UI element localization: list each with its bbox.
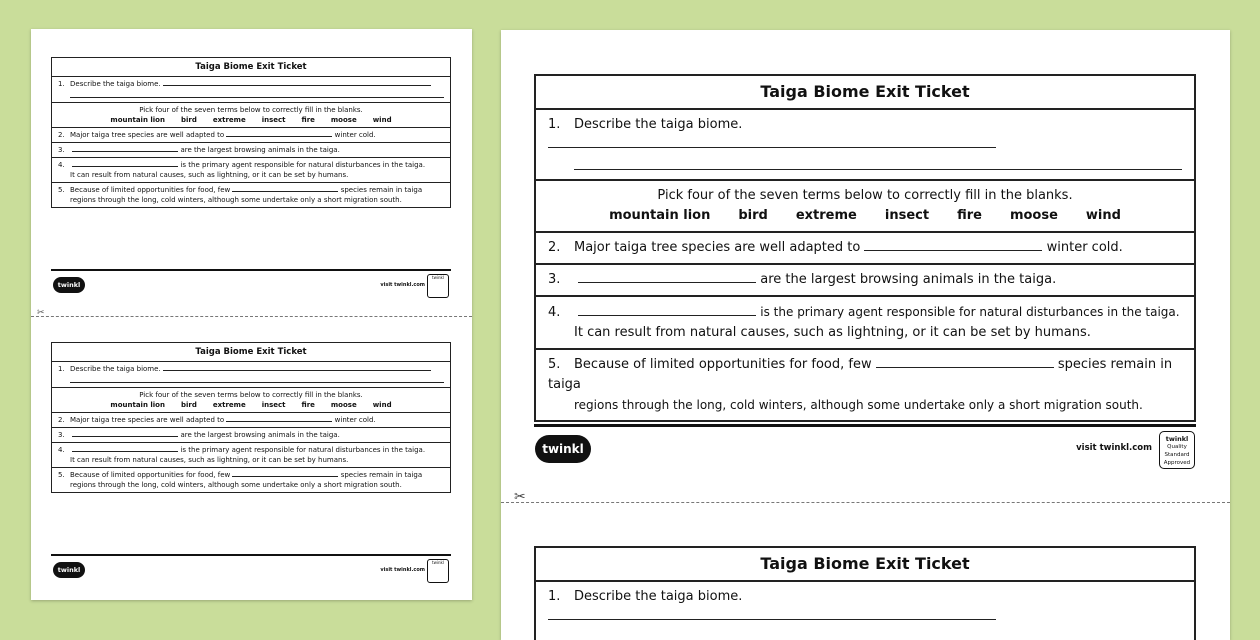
question-5: 5. Because of limited opportunities for food, few species remain in taiga regions through the long, cold winters, although some undertake only a short migration south. [58,186,423,204]
worksheet-preview-page [31,29,472,600]
question-5: 5. Because of limited opportunities for food, few species remain in taiga regions through the long, cold winters, although some undertake only a short migration south. [548,357,1173,412]
quality-badge-icon: twinkl Quality Standard Approved [1159,431,1195,469]
answer-blank [548,147,996,148]
question-1: 1. Describe the taiga biome. [52,362,450,388]
exit-ticket-1 [51,57,451,208]
page-footer [51,269,451,301]
visit-link: visit twinkl.com [1076,443,1152,453]
scissors-icon: ✂ [37,308,45,318]
question-3: 3. are the largest browsing animals in the taiga. [536,265,1194,297]
visit-link: visit twinkl.com [380,282,425,288]
word-bank-instructions: Pick four of the seven terms below to correctly fill in the blanks. [139,106,363,114]
ticket-title: Taiga Biome Exit Ticket [536,76,1194,110]
quality-badge-icon: twinkl [427,559,449,583]
twinkl-logo: twinkl [53,277,85,293]
question-3: 3. are the largest browsing animals in the taiga. [52,143,450,158]
ticket-title: Taiga Biome Exit Ticket [52,343,450,362]
quality-badge-icon: twinkl [427,274,449,298]
word-bank-terms: mountain lion bird extreme insect fire moose wind [609,208,1121,223]
question-2: 2. Major taiga tree species are well adapted to winter cold. [536,233,1194,265]
question-5: 5. Because of limited opportunities for food, few species remain in taiga regions through the long, cold winters, although some undertake only a short migration south. [58,471,423,489]
exit-ticket-2 [51,342,451,493]
twinkl-logo: twinkl [535,435,591,463]
ticket-title: Taiga Biome Exit Ticket [52,58,450,77]
question-3: 3. are the largest browsing animals in the taiga. [52,428,450,443]
question-1: 1. Describe the taiga biome. [536,110,1194,181]
word-bank [536,181,1194,233]
twinkl-logo: twinkl [53,562,85,578]
exit-ticket-1 [534,74,1196,422]
answer-line [574,169,1182,170]
question-1: 1. Describe the taiga biome. [52,77,450,103]
cut-line [501,502,1230,503]
word-bank-terms: mountain lion bird extreme insect fire moose wind [110,116,392,124]
worksheet-zoom-page [501,30,1230,640]
question-4: 4. is the primary agent responsible for natural disturbances in the taiga. It can result from natural causes, such as lightning, or it can be set by humans. [536,297,1194,350]
word-bank: Pick four of the seven terms below to correctly fill in the blanks. mountain lion bird extreme insect fire moose wind [52,388,450,413]
question-1: 1. Describe the taiga biome. [536,582,1194,640]
word-bank-instructions: Pick four of the seven terms below to correctly fill in the blanks. [657,188,1073,203]
exit-ticket-2 [534,546,1196,640]
page-footer [51,554,451,586]
cut-line [31,316,472,317]
visit-link: visit twinkl.com [380,567,425,573]
question-4: 4. is the primary agent responsible for natural disturbances in the taiga. It can result from natural causes, such as lightning, or it can be set by humans. [52,158,450,183]
scissors-icon: ✂ [514,489,526,505]
question-4: 4. is the primary agent responsible for natural disturbances in the taiga. It can result from natural causes, such as lightning, or it can be set by humans. [52,443,450,468]
question-2: 2. Major taiga tree species are well adapted to winter cold. [52,413,450,428]
answer-line [70,97,444,98]
question-2: 2. Major taiga tree species are well adapted to winter cold. [52,128,450,143]
word-bank [52,103,450,128]
ticket-title: Taiga Biome Exit Ticket [536,548,1194,582]
answer-blank [163,85,431,86]
page-footer [534,424,1196,472]
